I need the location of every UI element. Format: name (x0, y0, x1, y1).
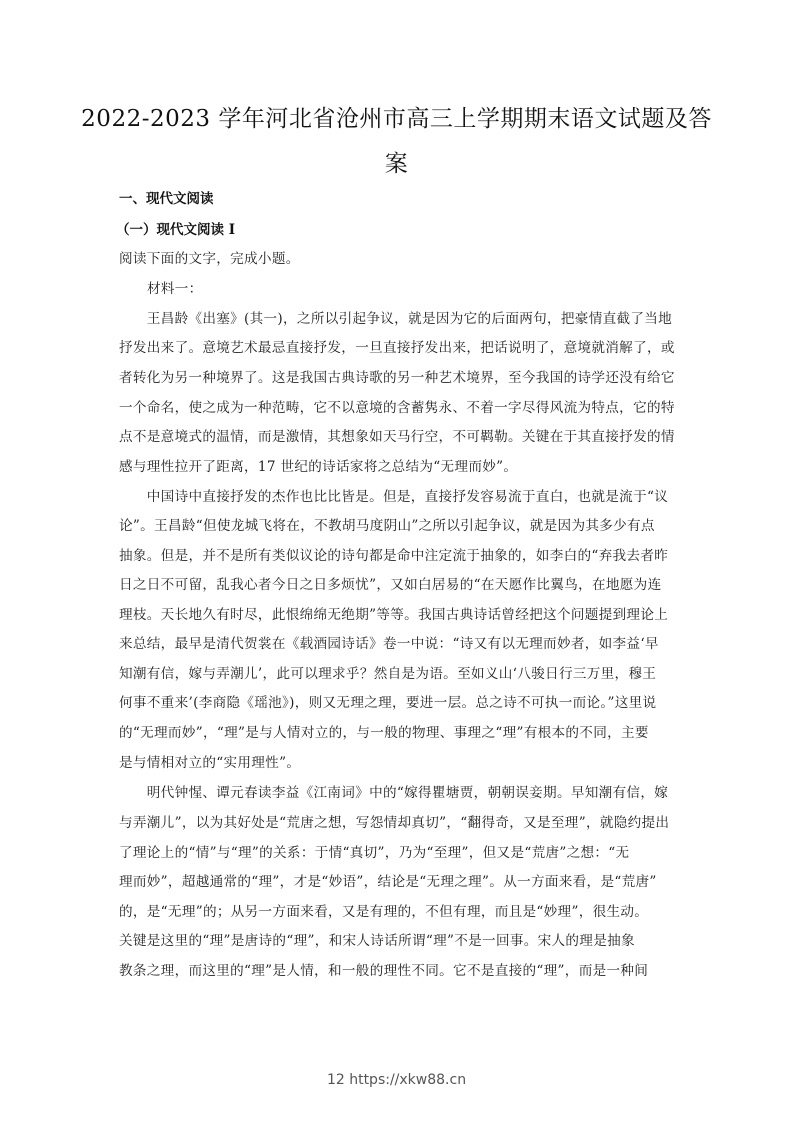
passage-line: 者转化为另一种境界了。这是我国古典诗歌的另一种艺术境界，至今我国的诗学还没有给它 (119, 370, 675, 386)
passage-line: 抽象。但是，并不是所有类似议论的诗句都是命中注定流于抽象的，如李白的“弃我去者昨 (119, 548, 669, 564)
material-label: 材料一： (147, 281, 203, 297)
section-heading: 一、现代文阅读 (119, 191, 214, 207)
passage-line: 的“无理而妙”，“理”是与人情对立的，与一般的物理、事理之“理”有根本的不同，主要 (119, 725, 649, 741)
passage-line: 理而妙”，超越通常的“理”，才是“妙语”，结论是“无理之理”。从一方面来看，是“荒唐” (119, 874, 657, 890)
passage-line: 了理论上的“情”与“理”的关系：于情“真切”，乃为“至理”，但又是“荒唐”之想：“无 (119, 845, 630, 861)
page-footer: 12 https://xkw88.cn (326, 1072, 467, 1088)
document-title-line-1: 2022-2023 学年河北省沧州市高三上学期期末语文试题及答 (81, 106, 712, 132)
subsection-heading: （一）现代文阅读 I (116, 222, 236, 238)
instruction-text: 阅读下面的文字，完成小题。 (119, 251, 300, 267)
passage-line: 论”。王昌龄“但使龙城飞将在，不教胡马度阴山”之所以引起争议，就是因为其多少有点 (119, 518, 655, 534)
document-title-line-2: 案 (384, 151, 409, 177)
passage-line: 日之日不可留，乱我心者今日之日多烦忧”，又如白居易的“在天愿作比翼鸟，在地愿为连 (119, 577, 662, 593)
passage-line: 来总结，最早是清代贺裳在《载酒园诗话》卷一中说：“诗又有以无理而妙者，如李益‘早 (119, 636, 659, 652)
passage-line: 与弄潮儿”，以为其好处是“荒唐之想，写怨情却真切”，“翻得奇，又是至理”，就隐约提出 (119, 815, 670, 831)
passage-line: 教条之理，而这里的“理”是人情，和一般的理性不同。它不是直接的“理”，而是一种间 (119, 963, 649, 979)
passage-line: 关键是这里的“理”是唐诗的“理”，和宋人诗话所谓“理”不是一回事。宋人的理是抽象 (119, 933, 635, 949)
passage-line: 抒发出来了。意境艺术最忌直接抒发，一旦直接抒发出来，把话说明了，意境就消解了，或 (119, 340, 675, 356)
passage-line: 感与理性拉开了距离，17 世纪的诗话家将之总结为“无理而妙”。 (119, 459, 518, 475)
passage-line: 是与情相对立的“实用理性”。 (119, 755, 301, 771)
passage-line: 点不是意境式的温情，而是激情，其想象如天马行空，不可羁勒。关键在于其直接抒发的情 (119, 429, 675, 445)
passage-line: 中国诗中直接抒发的杰作也比比皆是。但是，直接抒发容易流于直白，也就是流于“议 (119, 489, 669, 505)
passage-line: 知潮有信，嫁与弄潮儿’，此可以理求乎？然自是为语。至如义山‘八骏日行三万里，穆王 (119, 666, 657, 682)
passage-line: 明代钟惺、谭元春读李益《江南词》中的“嫁得瞿塘贾，朝朝误妾期。早知潮有信，嫁 (119, 785, 669, 801)
passage-line: 理枝。天长地久有时尽，此恨绵绵无绝期”等等。我国古典诗话曾经把这个问题提到理论上 (119, 607, 669, 623)
passage-line: 王昌龄《出塞》(其一)，之所以引起争议，就是因为它的后面两句，把豪情直截了当地 (119, 311, 673, 327)
passage-line: 的，是“无理”的；从另一方面来看，又是有理的，不但有理，而且是“妙理”，很生动。 (119, 904, 649, 920)
passage-line: 何事不重来’(李商隐《瑶池》)，则又无理之理，要进一层。总之诗不可执一而论。”这里说 (119, 695, 657, 711)
passage-line: 一个命名，使之成为一种范畴，它不以意境的含蓄隽永、不着一字尽得风流为特点，它的特 (119, 400, 675, 416)
